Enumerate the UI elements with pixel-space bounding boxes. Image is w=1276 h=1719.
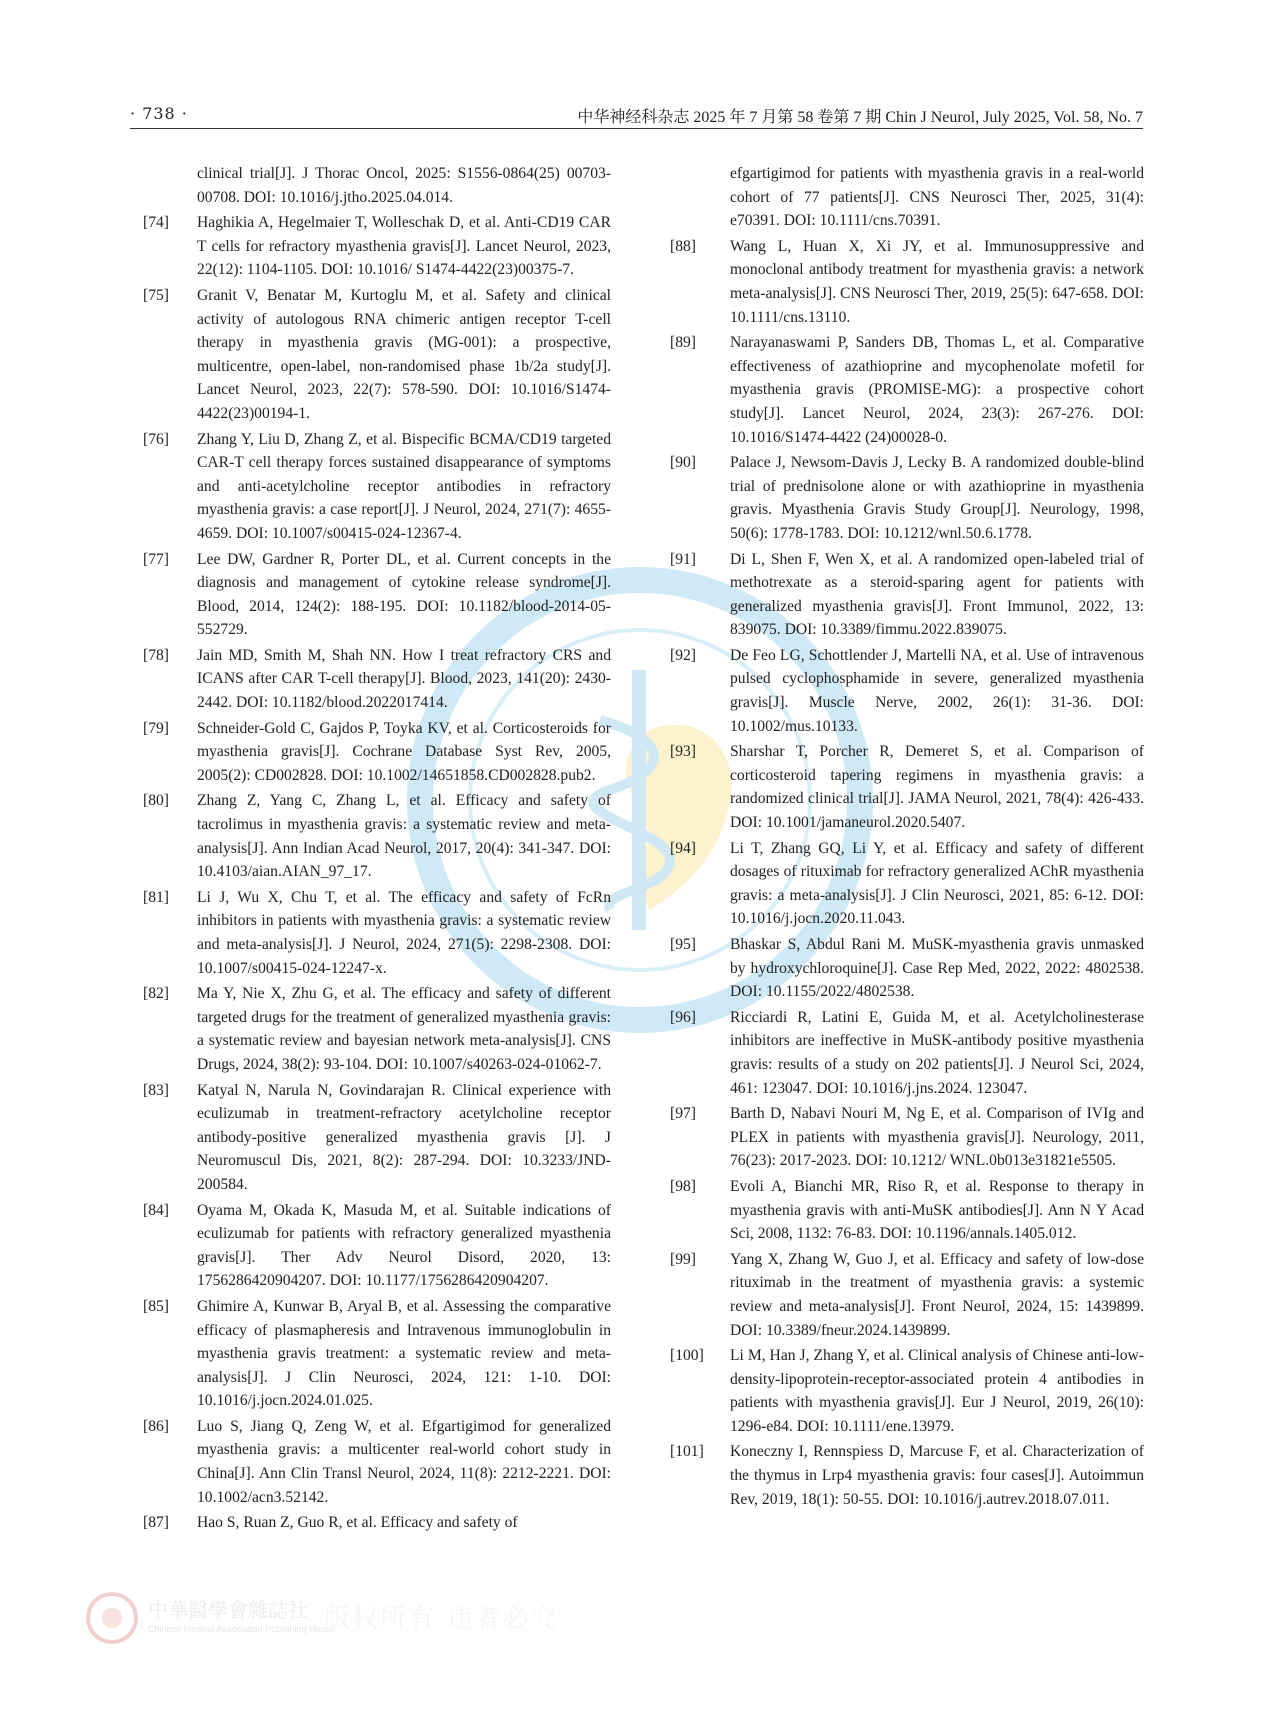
reference-text: Haghikia A, Hegelmaier T, Wolleschak D, et al. Anti-CD19 CAR T cells for refractory myasthenia gravis[J]. Lancet Neurol, 2023, 22(12): 1104-1105. DOI: 10.1016/ S1474-4422(23)00375-7. [197, 214, 611, 279]
reference-text: Yang X, Zhang W, Guo J, et al. Efficacy and safety of low-dose rituximab in the treatment of myasthenia gravis: a systemic review and meta-analysis[J]. Front Neurol, 2024, 15: 1439899. DOI: 10.3389/fneur.2024.1439899. [730, 1250, 1144, 1339]
reference-entry [143, 1295, 611, 1413]
reference-number: [85] [143, 1297, 169, 1315]
reference-number: [75] [143, 286, 169, 304]
reference-text: efgartigimod for patients with myasthenia gravis in a real-world cohort of 77 patients[J]. CNS Neurosci Ther, 2025, 31(4): e70391. DOI: 10.1111/cns.70391. [730, 165, 1144, 230]
reference-number: [96] [670, 1008, 696, 1026]
reference-number: [90] [670, 454, 696, 472]
reference-entry [676, 162, 1144, 233]
reference-number: [86] [143, 1417, 169, 1435]
reference-text: Ricciardi R, Latini E, Guida M, et al. Acetylcholinesterase inhibitors are ineffective in MuSK-antibody positive myasthenia gravis: results of a study on 202 patients[J]. J Neurol Sci, 2024, 461: 123047. DOI: 10.1016/j.jns.2024. 123047. [730, 1008, 1144, 1097]
reference-entry [670, 837, 1144, 931]
publisher-logo-icon [84, 1590, 140, 1646]
reference-text: Granit V, Benatar M, Kurtoglu M, et al. Safety and clinical activity of autologous RNA chimeric antigen receptor T-cell therapy in myasthenia gravis (MG-001): a prospective, multicentre, open-label, non-randomised phase 1b/2a study[J]. Lancet Neurol, 2023, 22(7): 578-590. DOI: 10.1016/S1474-4422(23)00194-1. [197, 286, 611, 422]
publisher-name-en: Chinese Medical Association Publishing House [148, 1624, 336, 1634]
reference-entry [670, 1248, 1144, 1342]
reference-text: Li T, Zhang GQ, Li Y, et al. Efficacy and safety of different dosages of rituximab for refractory generalized AChR myasthenia gravis: a meta-analysis[J]. J Clin Neurosci, 2021, 85: 6-12. DOI: 10.1016/j.jocn.2020.11.043. [730, 839, 1144, 928]
reference-text: Lee DW, Gardner R, Porter DL, et al. Current concepts in the diagnosis and management of cytokine release syndrome[J]. Blood, 2014, 124(2): 188-195. DOI: 10.1182/blood-2014-05-552729. [197, 550, 611, 639]
running-header [130, 104, 1143, 129]
reference-text: Luo S, Jiang Q, Zeng W, et al. Efgartigimod for generalized myasthenia gravis: a multicenter real-world cohort study in China[J]. Ann Clin Transl Neurol, 2024, 11(8): 2212-2221. DOI: 10.1002/acn3.52142. [197, 1417, 611, 1506]
reference-entry [143, 284, 611, 426]
reference-text: Di L, Shen F, Wen X, et al. A randomized open-labeled trial of methotrexate as a steroid-sparing agent for patients with generalized myasthenia gravis[J]. Front Immunol, 2022, 13: 839075. DOI: 10.3389/fimmu.2022.839075. [730, 550, 1144, 639]
reference-number: [76] [143, 430, 169, 448]
reference-number: [81] [143, 888, 169, 906]
reference-number: [93] [670, 743, 696, 761]
reference-number: [99] [670, 1250, 696, 1268]
reference-entry [143, 1415, 611, 1509]
reference-entry [670, 740, 1144, 834]
reference-number: [79] [143, 719, 169, 737]
reference-number: [82] [143, 985, 169, 1003]
publisher-name-cn: 中華醫學會雜誌社 [148, 1598, 308, 1622]
reference-text: Evoli A, Bianchi MR, Riso R, et al. Response to therapy in myasthenia gravis with anti-MuSK antibodies[J]. Ann N Y Acad Sci, 2008, 1132: 76-83. DOI: 10.1196/annals.1405.012. [730, 1177, 1144, 1243]
reference-entry [670, 331, 1144, 449]
reference-text: Wang L, Huan X, Xi JY, et al. Immunosuppressive and monoclonal antibody treatment for myasthenia gravis: a network meta-analysis[J]. CNS Neurosci Ther, 2019, 25(5): 647-658. DOI: 10.1111/cns.13110. [730, 237, 1144, 326]
reference-entry [143, 1511, 611, 1535]
reference-number: [87] [143, 1514, 169, 1532]
reference-text: Li J, Wu X, Chu T, et al. The efficacy and safety of FcRn inhibitors in patients with myasthenia gravis: a systematic review and meta-analysis[J]. J Neurol, 2024, 271(5): 2298-2308. DOI: 10.1007/s00415-024-12247-x. [197, 888, 611, 977]
reference-entry [670, 1175, 1144, 1246]
reference-text: Li M, Han J, Zhang Y, et al. Clinical analysis of Chinese anti-low-density-lipoprotein-receptor-associated protein 4 antibodies in patients with myasthenia gravis[J]. Eur J Neurol, 2019, 26(10): 1296-e84. DOI: 10.1111/ene.13979. [730, 1347, 1144, 1435]
reference-number: [80] [143, 792, 169, 810]
reference-text: Sharshar T, Porcher R, Demeret S, et al. Comparison of corticosteroid tapering regimens in myasthenia gravis: a randomized clinical trial[J]. JAMA Neurol, 2021, 78(4): 426-433. DOI: 10.1001/jamaneurol.2020.5407. [730, 743, 1144, 832]
reference-number: [78] [143, 646, 169, 664]
reference-entry [143, 1079, 611, 1197]
reference-entry [143, 982, 611, 1076]
reference-entry [670, 1006, 1144, 1100]
reference-text: De Feo LG, Schottlender J, Martelli NA, et al. Use of intravenous pulsed cyclophosphamide in severe, generalized myasthenia gravis[J]. Muscle Nerve, 2002, 26(1): 31-36. DOI: 10.1002/mus.10133. [730, 646, 1144, 735]
reference-number: [91] [670, 550, 696, 568]
reference-number: [77] [143, 550, 169, 568]
reference-entry [670, 1344, 1144, 1438]
reference-number: [83] [143, 1081, 169, 1099]
reference-entry [670, 1440, 1144, 1511]
reference-text: Katyal N, Narula N, Govindarajan R. Clinical experience with eculizumab in treatment-refractory acetylcholine receptor antibody-positive generalized myasthenia gravis [J]. J Neuromuscul Dis, 2021, 8(2): 287-294. DOI: 10.3233/JND-200584. [197, 1081, 611, 1193]
reference-text: Zhang Y, Liu D, Zhang Z, et al. Bispecific BCMA/CD19 targeted CAR-T cell therapy forces sustained disappearance of symptoms and anti-acetylcholine receptor antibodies in refractory myasthenia gravis: a case report[J]. J Neurol, 2024, 271(7): 4655-4659. DOI: 10.1007/s00415-024-12367-4. [197, 430, 611, 542]
reference-entry [143, 548, 611, 642]
page-number: · 738 · [130, 104, 188, 123]
reference-number: [101] [670, 1443, 704, 1461]
reference-text: Narayanaswami P, Sanders DB, Thomas L, et al. Comparative effectiveness of azathioprine and mycophenolate mofetil for myasthenia gravis (PROMISE-MG): a prospective cohort study[J]. Lancet Neurol, 2024, 23(3): 267-276. DOI: 10.1016/S1474-4422 (24)00028-0. [730, 334, 1144, 446]
reference-entry [670, 548, 1144, 642]
reference-text: clinical trial[J]. J Thorac Oncol, 2025: S1556-0864(25) 00703-00708. DOI: 10.1016/j.jtho.2025.04.014. [197, 165, 611, 206]
reference-text: Schneider-Gold C, Gajdos P, Toyka KV, et al. Corticosteroids for myasthenia gravis[J]. Cochrane Database Syst Rev, 2005, 2005(2): CD002828. DOI: 10.1002/14651858.CD002828.pub2. [197, 719, 611, 784]
reference-text: Jain MD, Smith M, Shah NN. How I treat refractory CRS and ICANS after CAR T-cell therapy[J]. Blood, 2023, 141(20): 2430-2442. DOI: 10.1182/blood.2022017414. [197, 646, 611, 712]
reference-number: [98] [670, 1177, 696, 1195]
reference-text: Hao S, Ruan Z, Guo R, et al. Efficacy and safety of [197, 1514, 518, 1532]
reference-text: Koneczny I, Rennspiess D, Marcuse F, et al. Characterization of the thymus in Lrp4 myasthenia gravis: four cases[J]. Autoimmun Rev, 2019, 18(1): 50-55. DOI: 10.1016/j.autrev.2018.07.011. [730, 1443, 1144, 1508]
reference-entry [143, 789, 611, 883]
reference-number: [84] [143, 1201, 169, 1219]
publisher-watermark [84, 1590, 584, 1646]
reference-entry [143, 211, 611, 282]
reference-text: Palace J, Newsom-Davis J, Lecky B. A randomized double-blind trial of prednisolone alone or with azathioprine in myasthenia gravis. Myasthenia Gravis Study Group[J]. Neurology, 1998, 50(6): 1778-1783. DOI: 10.1212/wnl.50.6.1778. [730, 454, 1144, 542]
reference-number: [88] [670, 237, 696, 255]
reference-number: [100] [670, 1347, 704, 1365]
rights-notice: 版权所有 违者必究 [324, 1604, 559, 1634]
reference-text: Ma Y, Nie X, Zhu G, et al. The efficacy and safety of different targeted drugs for the treatment of generalized myasthenia gravis: a systematic review and bayesian network meta-analysis[J]. CNS Drugs, 2024, 38(2): 93-104. DOI: 10.1007/s40263-024-01062-7. [197, 985, 611, 1073]
reference-number: [95] [670, 936, 696, 953]
reference-entry [670, 235, 1144, 329]
reference-text: Zhang Z, Yang C, Zhang L, et al. Efficacy and safety of tacrolimus in myasthenia gravis: a systematic review and meta-analysis[J]. Ann Indian Acad Neurol, 2017, 20(4): 341-347. DOI: 10.4103/aian.AIAN_97_17. [197, 792, 611, 881]
reference-entry [670, 933, 1144, 1004]
reference-entry [670, 644, 1144, 738]
reference-text: Bhaskar S, Abdul Rani M. MuSK-myasthenia gravis unmasked by hydroxychloroquine[J]. Case Rep Med, 2022, 2022: 4802538. DOI: 10.1155/2022/4802538. [730, 936, 1144, 1001]
reference-entry [143, 428, 611, 546]
reference-text: Oyama M, Okada K, Masuda M, et al. Suitable indications of eculizumab for patients with refractory generalized myasthenia gravis[J]. Ther Adv Neurol Disord, 2020, 13: 1756286420904207. DOI: 10.1177/1756286420904207. [197, 1201, 611, 1290]
reference-number: [92] [670, 646, 696, 664]
reference-entry [143, 717, 611, 788]
reference-number: [94] [670, 839, 696, 857]
reference-text: Barth D, Nabavi Nouri M, Ng E, et al. Comparison of IVIg and PLEX in patients with myasthenia gravis[J]. Neurology, 2011, 76(23): 2017-2023. DOI: 10.1212/ WNL.0b013e31821e5505. [730, 1105, 1144, 1170]
reference-column-right [670, 162, 1144, 1513]
reference-entry [143, 886, 611, 980]
reference-entry [143, 1199, 611, 1293]
reference-number: [89] [670, 334, 696, 352]
reference-entry [670, 451, 1144, 545]
reference-column-left [143, 162, 611, 1537]
reference-number: [97] [670, 1105, 696, 1123]
journal-citation: 中华神经科杂志 2025 年 7 月第 58 卷第 7 期 Chin J Neurol, July 2025, Vol. 58, No. 7 [577, 109, 1143, 126]
reference-number: [74] [143, 214, 169, 232]
reference-entry [143, 644, 611, 715]
reference-entry [143, 162, 611, 209]
reference-text: Ghimire A, Kunwar B, Aryal B, et al. Assessing the comparative efficacy of plasmapheresis and Intravenous immunoglobulin in myasthenia gravis treatment: a systematic review and meta-analysis[J]. J Clin Neurosci, 2024, 121: 1-10. DOI: 10.1016/j.jocn.2024.01.025. [197, 1297, 611, 1410]
reference-entry [670, 1102, 1144, 1173]
